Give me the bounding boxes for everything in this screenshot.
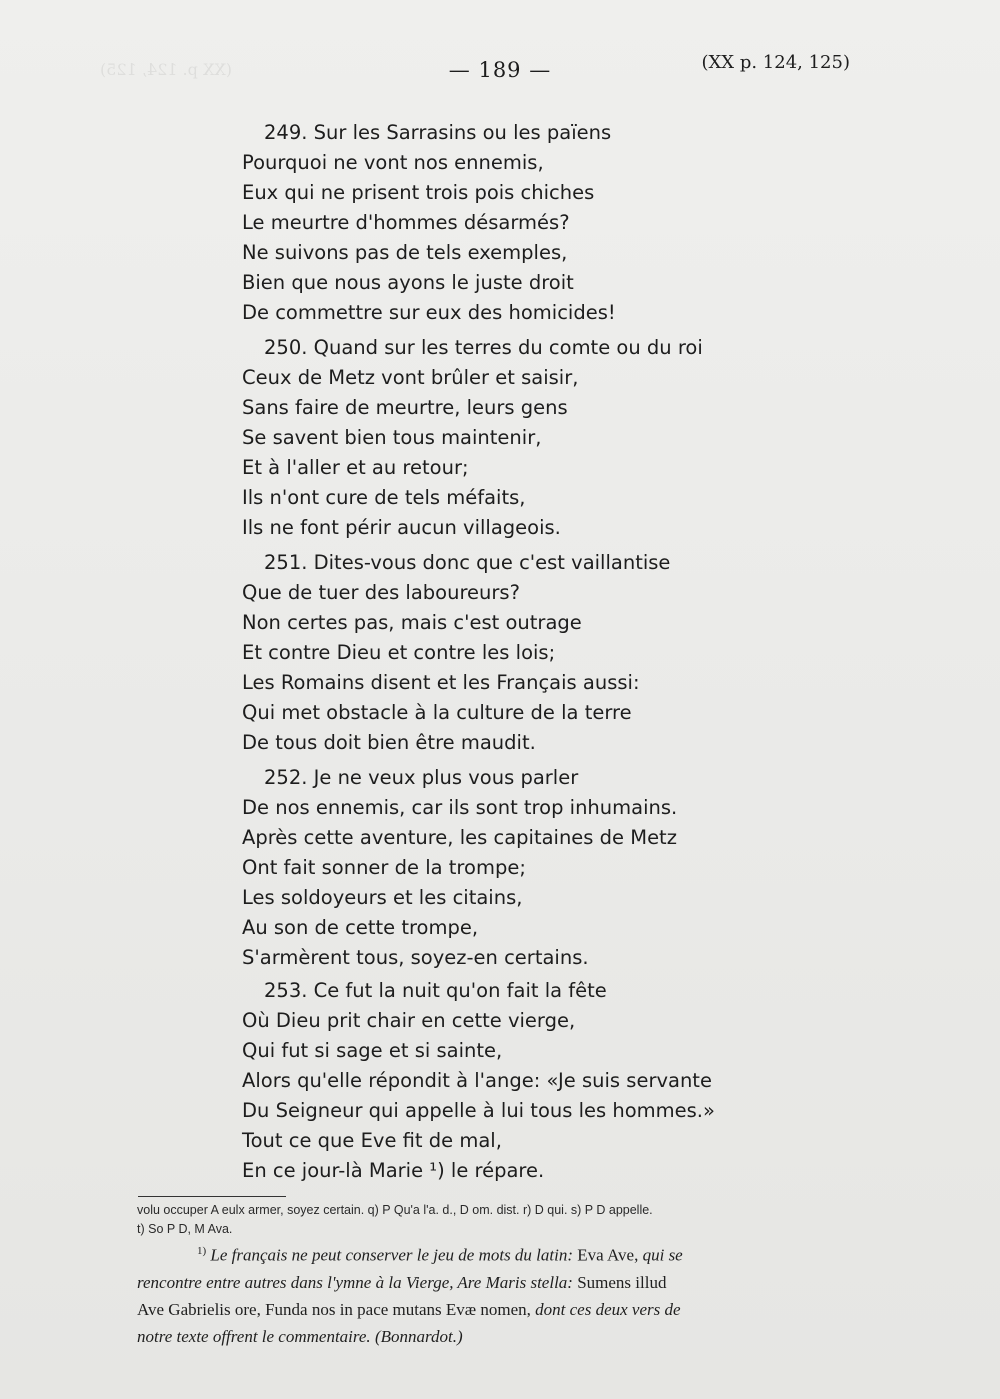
verse-line: Et contre Dieu et contre les lois; [242,641,556,664]
footnote-line [137,1323,867,1350]
verse-line: Et à l'aller et au retour; [242,456,469,479]
bleed-through-text: (XX p. 124, 125) [100,60,233,79]
variant-line: volu occuper A eulx armer, soyez certain. q) P Qu'a l'a. d., D om. dist. r) D qui. s) P D appelle. [137,1203,653,1217]
footnote-italic: Le français ne peut conserver le jeu de mots du latin: [210,1245,574,1265]
footnote-line [137,1269,867,1296]
verse-line: Au son de cette trompe, [242,916,479,939]
footnote-italic: dont ces deux vers de [535,1299,681,1319]
verse-line: De nos ennemis, car ils sont trop inhumains. [242,796,678,819]
footnote-italic: qui se [642,1245,683,1265]
stanza-249 [242,118,616,328]
verse-line: Le meurtre d'hommes désarmés? [242,211,570,234]
verse-line: Tout ce que Eve fit de mal, [242,1129,502,1152]
verse-line: Que de tuer des laboureurs? [242,581,520,604]
verse-line: Non certes pas, mais c'est outrage [242,611,582,634]
verse-line: De tous doit bien être maudit. [242,731,536,754]
verse-line: Qui fut si sage et si sainte, [242,1039,503,1062]
verse-line: Pourquoi ne vont nos ennemis, [242,151,544,174]
footnote-text: Ave Gabrielis ore, Funda nos in pace mutans Evæ nomen, [137,1299,536,1319]
verse-line: Après cette aventure, les capitaines de Metz [242,826,677,849]
verse-line: Qui met obstacle à la culture de la terre [242,701,632,724]
stanza-252 [242,763,677,973]
footnote-line [137,1296,867,1323]
verse-line: Bien que nous ayons le juste droit [242,271,574,294]
verse-line: 251. Dites-vous donc que c'est vaillantise [264,551,671,574]
footnote-italic: rencontre entre autres dans l'ymne à la Vierge, Are Maris stella: [137,1272,573,1292]
verse-line: Où Dieu prit chair en cette vierge, [242,1009,576,1032]
header-reference: (XX p. 124, 125) [701,52,850,73]
verse-line: Les Romains disent et les Français aussi: [242,671,640,694]
verse-line: Eux qui ne prisent trois pois chiches [242,181,595,204]
stanza-251 [242,548,670,758]
footnote-text: Eva Ave, [573,1245,643,1265]
footnote-italic: notre texte offrent le commentaire. [137,1326,371,1346]
verse-line: 252. Je ne veux plus vous parler [264,766,579,789]
footnote-attribution: (Bonnardot.) [370,1326,463,1346]
stanza-250 [242,333,703,543]
verse-line: Ceux de Metz vont brûler et saisir, [242,366,579,389]
verse-line: S'armèrent tous, soyez-en certains. [242,946,589,969]
verse-line: Les soldoyeurs et les citains, [242,886,523,909]
footnote-separator [138,1196,286,1197]
variant-line: t) So P D, M Ava. [137,1222,233,1236]
footnote [137,1238,867,1350]
page-number: — 189 — [448,58,552,82]
verse-line: En ce jour-là Marie ¹) le répare. [242,1159,545,1182]
verse-line: 253. Ce fut la nuit qu'on fait la fête [264,979,607,1002]
verse-line: Ont fait sonner de la trompe; [242,856,526,879]
verse-line: Alors qu'elle répondit à l'ange: «Je suis servante [242,1069,712,1092]
verse-line: Ils ne font périr aucun villageois. [242,516,561,539]
footnote-mark: 1) [197,1245,207,1257]
textual-variants [137,1201,867,1239]
verse-line: Ne suivons pas de tels exemples, [242,241,568,264]
stanza-253 [242,976,715,1186]
verse-line: Ils n'ont cure de tels méfaits, [242,486,526,509]
verse-line: 249. Sur les Sarrasins ou les païens [264,121,612,144]
verse-line: Du Seigneur qui appelle à lui tous les hommes.» [242,1099,715,1122]
footnote-line [137,1238,867,1269]
verse-line: Sans faire de meurtre, leurs gens [242,396,568,419]
verse-line: 250. Quand sur les terres du comte ou du roi [264,336,703,359]
verse-line: Se savent bien tous maintenir, [242,426,542,449]
footnote-text: Sumens illud [572,1272,667,1292]
verse-line: De commettre sur eux des homicides! [242,301,616,324]
